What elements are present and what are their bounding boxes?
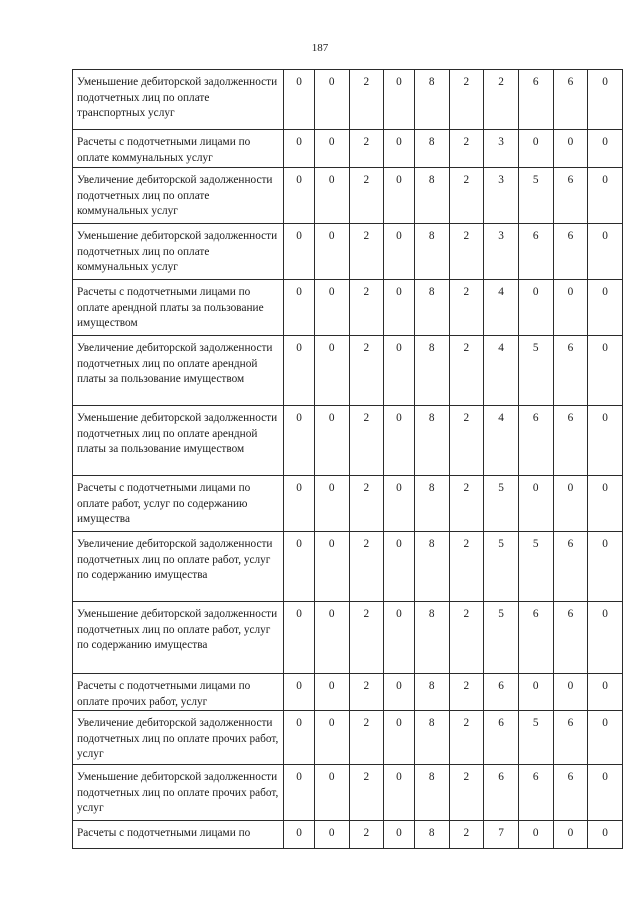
code-digit: 2 <box>449 70 484 130</box>
page-number: 187 <box>311 42 329 54</box>
code-digit: 0 <box>588 602 623 674</box>
code-digit: 0 <box>588 674 623 711</box>
code-digit: 0 <box>314 130 349 168</box>
code-digit: 0 <box>553 280 588 336</box>
account-description: Уменьшение дебиторской задолженности подотчетных лиц по оплате работ, услуг по содержанию имущества <box>73 602 284 674</box>
code-digit: 6 <box>484 674 519 711</box>
code-digit: 0 <box>314 532 349 602</box>
table-row <box>73 70 623 130</box>
account-description: Расчеты с подотчетными лицами по оплате прочих работ, услуг <box>73 674 284 711</box>
code-digit: 8 <box>414 765 449 821</box>
account-description: Увеличение дебиторской задолженности подотчетных лиц по оплате прочих работ, услуг <box>73 711 284 765</box>
code-digit: 0 <box>553 821 588 849</box>
code-digit: 0 <box>384 674 415 711</box>
table-row <box>73 130 623 168</box>
code-digit: 6 <box>553 224 588 280</box>
code-digit: 2 <box>349 130 384 168</box>
code-digit: 0 <box>518 280 553 336</box>
code-digit: 0 <box>384 224 415 280</box>
account-description: Расчеты с подотчетными лицами по оплате арендной платы за пользование имуществом <box>73 280 284 336</box>
code-digit: 0 <box>553 130 588 168</box>
code-digit: 8 <box>414 476 449 532</box>
code-digit: 5 <box>484 476 519 532</box>
code-digit: 8 <box>414 130 449 168</box>
code-digit: 6 <box>553 532 588 602</box>
code-digit: 2 <box>349 406 384 476</box>
code-digit: 0 <box>588 765 623 821</box>
table-row <box>73 280 623 336</box>
account-description: Расчеты с подотчетными лицами по оплате коммунальных услуг <box>73 130 284 168</box>
code-digit: 0 <box>518 130 553 168</box>
account-description: Уменьшение дебиторской задолженности подотчетных лиц по оплате прочих работ, услуг <box>73 765 284 821</box>
code-digit: 0 <box>588 406 623 476</box>
code-digit: 2 <box>349 602 384 674</box>
code-digit: 0 <box>384 532 415 602</box>
code-digit: 2 <box>449 336 484 406</box>
code-digit: 2 <box>449 821 484 849</box>
code-digit: 0 <box>314 674 349 711</box>
code-digit: 0 <box>588 280 623 336</box>
code-digit: 0 <box>284 280 315 336</box>
code-digit: 0 <box>314 168 349 224</box>
code-digit: 6 <box>553 168 588 224</box>
code-digit: 0 <box>384 711 415 765</box>
table-row <box>73 674 623 711</box>
code-digit: 0 <box>588 476 623 532</box>
code-digit: 2 <box>449 765 484 821</box>
code-digit: 4 <box>484 336 519 406</box>
code-digit: 0 <box>284 476 315 532</box>
table-row <box>73 821 623 849</box>
code-digit: 2 <box>349 711 384 765</box>
code-digit: 2 <box>449 130 484 168</box>
table-row <box>73 476 623 532</box>
code-digit: 0 <box>284 168 315 224</box>
code-digit: 2 <box>349 821 384 849</box>
code-digit: 3 <box>484 130 519 168</box>
code-digit: 0 <box>314 280 349 336</box>
code-digit: 2 <box>449 711 484 765</box>
code-digit: 5 <box>518 336 553 406</box>
code-digit: 2 <box>484 70 519 130</box>
code-digit: 3 <box>484 224 519 280</box>
account-description: Уменьшение дебиторской задолженности подотчетных лиц по оплате транспортных услуг <box>73 70 284 130</box>
code-digit: 0 <box>284 711 315 765</box>
code-digit: 2 <box>349 280 384 336</box>
code-digit: 0 <box>284 532 315 602</box>
code-digit: 2 <box>449 476 484 532</box>
code-digit: 0 <box>384 602 415 674</box>
code-digit: 3 <box>484 168 519 224</box>
account-description: Расчеты с подотчетными лицами по оплате работ, услуг по содержанию имущества <box>73 476 284 532</box>
code-digit: 2 <box>349 70 384 130</box>
table-row <box>73 532 623 602</box>
code-digit: 2 <box>349 224 384 280</box>
code-digit: 6 <box>518 70 553 130</box>
code-digit: 2 <box>449 168 484 224</box>
code-digit: 7 <box>484 821 519 849</box>
code-digit: 0 <box>384 280 415 336</box>
code-digit: 0 <box>518 674 553 711</box>
code-digit: 2 <box>349 336 384 406</box>
code-digit: 0 <box>588 224 623 280</box>
code-digit: 6 <box>553 711 588 765</box>
code-digit: 5 <box>518 532 553 602</box>
code-digit: 0 <box>384 406 415 476</box>
code-digit: 0 <box>384 821 415 849</box>
table-row <box>73 224 623 280</box>
code-digit: 0 <box>284 70 315 130</box>
code-digit: 8 <box>414 674 449 711</box>
code-digit: 0 <box>284 765 315 821</box>
code-digit: 0 <box>284 821 315 849</box>
code-digit: 0 <box>588 130 623 168</box>
code-digit: 0 <box>384 336 415 406</box>
account-description: Уменьшение дебиторской задолженности подотчетных лиц по оплате коммунальных услуг <box>73 224 284 280</box>
code-digit: 0 <box>314 224 349 280</box>
table-row <box>73 711 623 765</box>
code-digit: 0 <box>314 70 349 130</box>
code-digit: 8 <box>414 602 449 674</box>
code-digit: 0 <box>314 336 349 406</box>
code-digit: 6 <box>553 336 588 406</box>
code-digit: 2 <box>349 168 384 224</box>
code-digit: 2 <box>449 674 484 711</box>
code-digit: 2 <box>349 765 384 821</box>
code-digit: 6 <box>484 765 519 821</box>
code-digit: 0 <box>284 224 315 280</box>
code-digit: 0 <box>384 765 415 821</box>
code-digit: 2 <box>449 602 484 674</box>
code-digit: 0 <box>588 532 623 602</box>
code-digit: 6 <box>518 765 553 821</box>
code-digit: 0 <box>588 711 623 765</box>
code-digit: 5 <box>484 602 519 674</box>
table-row <box>73 602 623 674</box>
code-digit: 6 <box>553 765 588 821</box>
code-digit: 2 <box>349 532 384 602</box>
table-row <box>73 406 623 476</box>
code-digit: 0 <box>314 602 349 674</box>
table-body <box>73 70 623 849</box>
code-digit: 0 <box>314 821 349 849</box>
account-description: Увеличение дебиторской задолженности подотчетных лиц по оплате арендной платы за пользование имуществом <box>73 336 284 406</box>
code-digit: 0 <box>384 168 415 224</box>
account-description: Увеличение дебиторской задолженности подотчетных лиц по оплате коммунальных услуг <box>73 168 284 224</box>
code-digit: 0 <box>284 602 315 674</box>
account-description: Уменьшение дебиторской задолженности подотчетных лиц по оплате арендной платы за пользование имуществом <box>73 406 284 476</box>
code-digit: 6 <box>484 711 519 765</box>
code-digit: 6 <box>553 602 588 674</box>
code-digit: 0 <box>553 674 588 711</box>
code-digit: 6 <box>518 224 553 280</box>
code-digit: 6 <box>553 70 588 130</box>
code-digit: 2 <box>349 476 384 532</box>
code-digit: 5 <box>518 168 553 224</box>
code-digit: 0 <box>384 476 415 532</box>
code-digit: 0 <box>314 476 349 532</box>
code-digit: 5 <box>518 711 553 765</box>
code-digit: 0 <box>284 336 315 406</box>
code-digit: 0 <box>518 476 553 532</box>
account-description: Увеличение дебиторской задолженности подотчетных лиц по оплате работ, услуг по содержанию имущества <box>73 532 284 602</box>
code-digit: 0 <box>588 70 623 130</box>
code-digit: 5 <box>484 532 519 602</box>
account-codes-table <box>72 69 623 849</box>
code-digit: 0 <box>518 821 553 849</box>
account-description: Расчеты с подотчетными лицами по <box>73 821 284 849</box>
code-digit: 0 <box>588 821 623 849</box>
code-digit: 4 <box>484 280 519 336</box>
table-row <box>73 336 623 406</box>
code-digit: 6 <box>518 406 553 476</box>
code-digit: 8 <box>414 224 449 280</box>
code-digit: 0 <box>284 130 315 168</box>
code-digit: 8 <box>414 711 449 765</box>
code-digit: 2 <box>449 280 484 336</box>
code-digit: 2 <box>449 224 484 280</box>
code-digit: 4 <box>484 406 519 476</box>
code-digit: 0 <box>314 765 349 821</box>
code-digit: 8 <box>414 168 449 224</box>
code-digit: 0 <box>284 406 315 476</box>
code-digit: 8 <box>414 336 449 406</box>
table-row <box>73 168 623 224</box>
code-digit: 0 <box>314 711 349 765</box>
code-digit: 0 <box>588 336 623 406</box>
code-digit: 0 <box>384 130 415 168</box>
code-digit: 2 <box>349 674 384 711</box>
code-digit: 2 <box>449 532 484 602</box>
code-digit: 0 <box>384 70 415 130</box>
code-digit: 8 <box>414 406 449 476</box>
code-digit: 8 <box>414 821 449 849</box>
code-digit: 8 <box>414 70 449 130</box>
code-digit: 0 <box>553 476 588 532</box>
code-digit: 6 <box>553 406 588 476</box>
table-row <box>73 765 623 821</box>
code-digit: 2 <box>449 406 484 476</box>
code-digit: 8 <box>414 280 449 336</box>
code-digit: 6 <box>518 602 553 674</box>
code-digit: 8 <box>414 532 449 602</box>
code-digit: 0 <box>314 406 349 476</box>
code-digit: 0 <box>284 674 315 711</box>
code-digit: 0 <box>588 168 623 224</box>
